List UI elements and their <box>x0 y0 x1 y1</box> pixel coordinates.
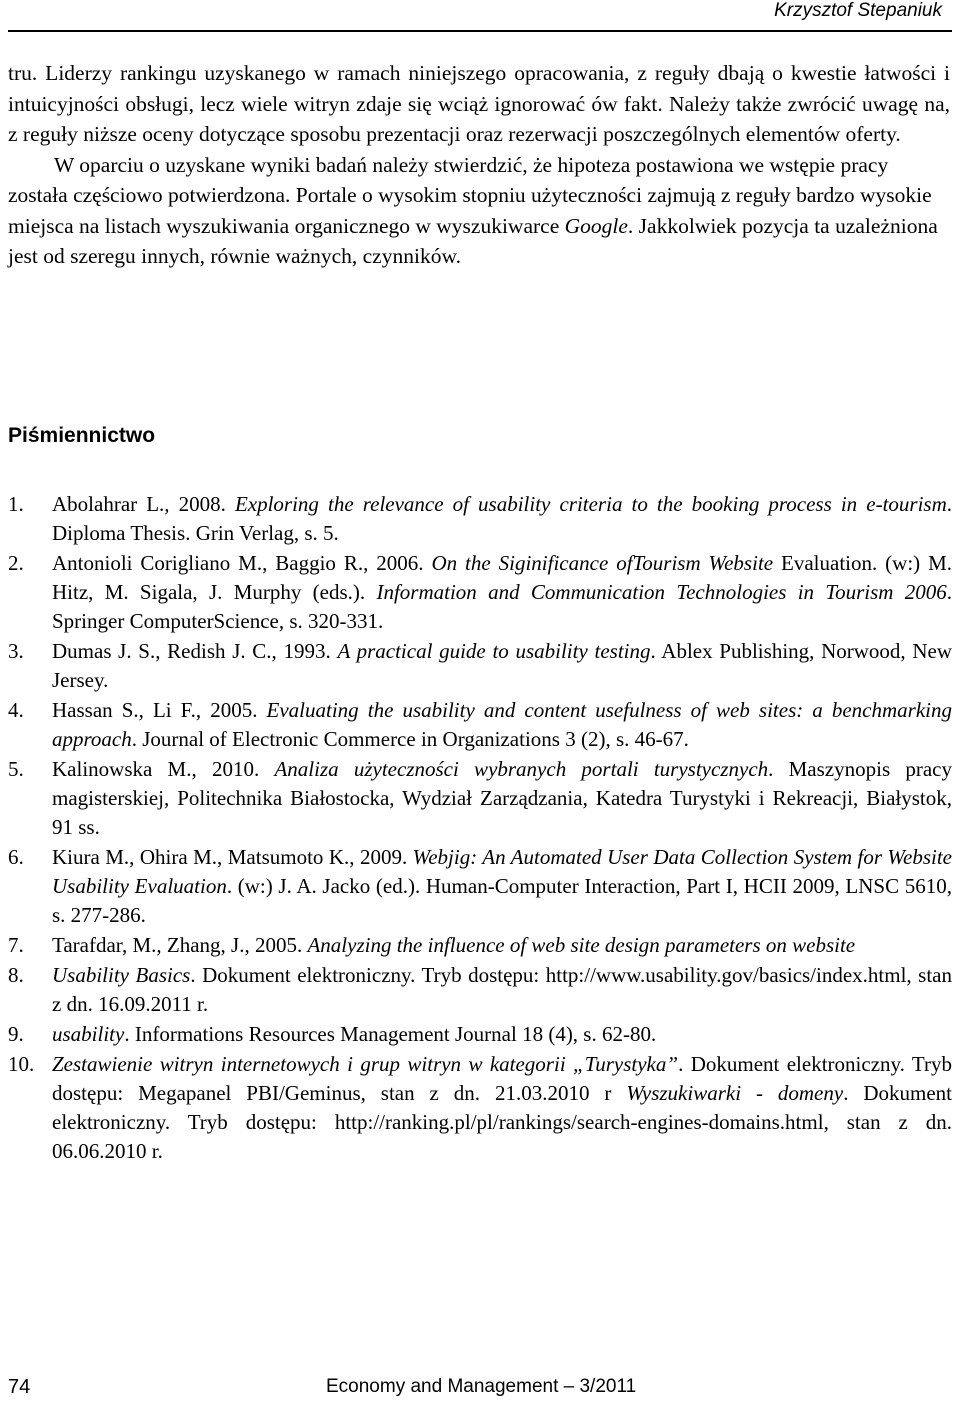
reference-number: 4. <box>8 698 24 722</box>
paragraph-2 <box>8 150 950 272</box>
reference-middle: Evaluation. (w:) M. Hitz, M. Sigala, J. Murphy (eds.). <box>52 551 953 604</box>
reference-title: Usability Basics <box>52 963 191 987</box>
references-list <box>0 490 952 1167</box>
reference-text <box>52 961 952 1019</box>
page-number: 74 <box>8 1376 31 1398</box>
reference-title: Exploring the relevance of usability criteria to the booking process in e-tourism <box>234 492 947 516</box>
reference-item <box>0 931 952 960</box>
reference-title: usability <box>52 1022 125 1046</box>
reference-item <box>0 490 952 548</box>
reference-authors: Kalinowska M., 2010. <box>52 757 275 781</box>
reference-number: 1. <box>8 492 24 516</box>
google-italic: Google <box>564 213 628 238</box>
reference-text <box>52 755 952 842</box>
references-heading: Piśmiennictwo <box>8 424 156 447</box>
reference-item <box>0 637 952 695</box>
reference-authors: Antonioli Corigliano M., Baggio R., 2006. <box>52 551 432 575</box>
reference-item <box>0 843 952 930</box>
reference-text <box>52 549 952 636</box>
reference-details: . Diploma Thesis. Grin Verlag, s. 5. <box>52 492 952 545</box>
reference-item <box>0 549 952 636</box>
reference-details: . Ablex Publishing, Norwood, New Jersey. <box>52 639 953 692</box>
reference-text <box>52 843 952 930</box>
reference-item <box>0 696 952 754</box>
reference-details: . Dokument elektroniczny. Tryb dostępu: http://ranking.pl/pl/rankings/search-engines-domains.html, stan z dn. 06.06.2010 r. <box>52 1081 953 1163</box>
reference-text <box>52 490 952 548</box>
reference-details: . (w:) J. A. Jacko (ed.). Human-Computer Interaction, Part I, HCII 2009, LNSC 5610, s. 277-286. <box>52 874 952 927</box>
reference-text <box>52 637 952 695</box>
reference-title: Analyzing the influence of web site design parameters on website <box>307 933 856 957</box>
body-text <box>8 58 950 272</box>
reference-number: 7. <box>8 933 24 957</box>
reference-details: . Springer ComputerScience, s. 320-331. <box>52 580 952 633</box>
reference-item <box>0 961 952 1019</box>
paragraph-2-text-b: . Jakkolwiek pozycja ta uzależniona jest od szeregu innych, równie ważnych, czynników. <box>8 213 938 268</box>
reference-number: 8. <box>8 963 24 987</box>
reference-number: 2. <box>8 551 24 575</box>
paragraph-2-text-a: W oparciu o uzyskane wyniki badań należy stwierdzić, że hipoteza postawiona we wstępie pracy została częściowo potwierdzona. Portale o wysokim stopniu użyteczności zajmują z reguły bardzo wysokie miejsca na listach wyszukiwania organicznego w wyszukiwarce <box>8 152 932 238</box>
reference-authors: Tarafdar, M., Zhang, J., 2005. <box>52 933 308 957</box>
reference-details: . Dokument elektroniczny. Tryb dostępu: http://www.usability.gov/basics/index.html, stan z dn. 16.09.2011 r. <box>52 963 952 1016</box>
reference-title: Evaluating the usability and content usefulness of web sites: a benchmarking approach <box>52 698 952 751</box>
reference-number: 3. <box>8 639 24 663</box>
reference-authors: Kiura M., Ohira M., Matsumoto K., 2009. <box>52 845 413 869</box>
reference-details: . Maszynopis pracy magisterskiej, Politechnika Białostocka, Wydział Zarządzania, Katedra Turystyki i Rekreacji, Białystok, 91 ss. <box>52 757 952 839</box>
paragraph-1: tru. Liderzy rankingu uzyskanego w ramach niniejszego opracowania, z reguły dbają o kwestie łatwości i intuicyjności obsługi, lecz wiele witryn zdaje się wciąż ignorować ów fakt. Należy także zwrócić uwagę na, z reguły niższe oceny dotyczące sposobu prezentacji oraz rezerwacji poszczególnych elementów oferty. <box>8 61 950 146</box>
reference-middle: . Dokument elektroniczny. Tryb dostępu: Megapanel PBI/Geminus, stan z dn. 21.03.2010 r <box>52 1052 952 1105</box>
reference-title: Analiza użyteczności wybranych portali turystycznych <box>274 757 769 781</box>
reference-title-2: Information and Communication Technologies in Tourism 2006 <box>376 580 947 604</box>
reference-title: A practical guide to usability testing <box>337 639 651 663</box>
reference-title: Zestawienie witryn internetowych i grup witryn w kategorii „Turystyka” <box>52 1052 679 1076</box>
page-footer <box>8 1376 952 1400</box>
reference-number: 6. <box>8 845 24 869</box>
reference-item <box>0 1020 952 1049</box>
reference-text <box>52 1020 952 1049</box>
running-header-author: Krzysztof Stepaniuk <box>774 0 942 21</box>
reference-text <box>52 931 952 960</box>
reference-text <box>52 696 952 754</box>
reference-authors: Abolahrar L., 2008. <box>52 492 235 516</box>
header-rule <box>8 30 952 32</box>
reference-title: On the Siginificance ofTourism Website <box>431 551 774 575</box>
reference-title-2: Wyszukiwarki - domeny <box>626 1081 844 1105</box>
reference-details: . Journal of Electronic Commerce in Organizations 3 (2), s. 46-67. <box>131 727 689 751</box>
reference-authors: Hassan S., Li F., 2005. <box>52 698 267 722</box>
reference-details: . Informations Resources Management Journal 18 (4), s. 62-80. <box>124 1022 657 1046</box>
reference-item <box>0 1050 952 1166</box>
reference-number: 9. <box>8 1022 24 1046</box>
reference-title: Webjig: An Automated User Data Collection System for Website Usability Evaluation <box>52 845 952 898</box>
reference-number: 5. <box>8 757 24 781</box>
reference-item <box>0 755 952 842</box>
journal-name: Economy and Management – 3/2011 <box>326 1376 637 1397</box>
reference-number: 10. <box>8 1052 35 1076</box>
reference-text <box>52 1050 952 1166</box>
reference-authors: Dumas J. S., Redish J. C., 1993. <box>52 639 338 663</box>
